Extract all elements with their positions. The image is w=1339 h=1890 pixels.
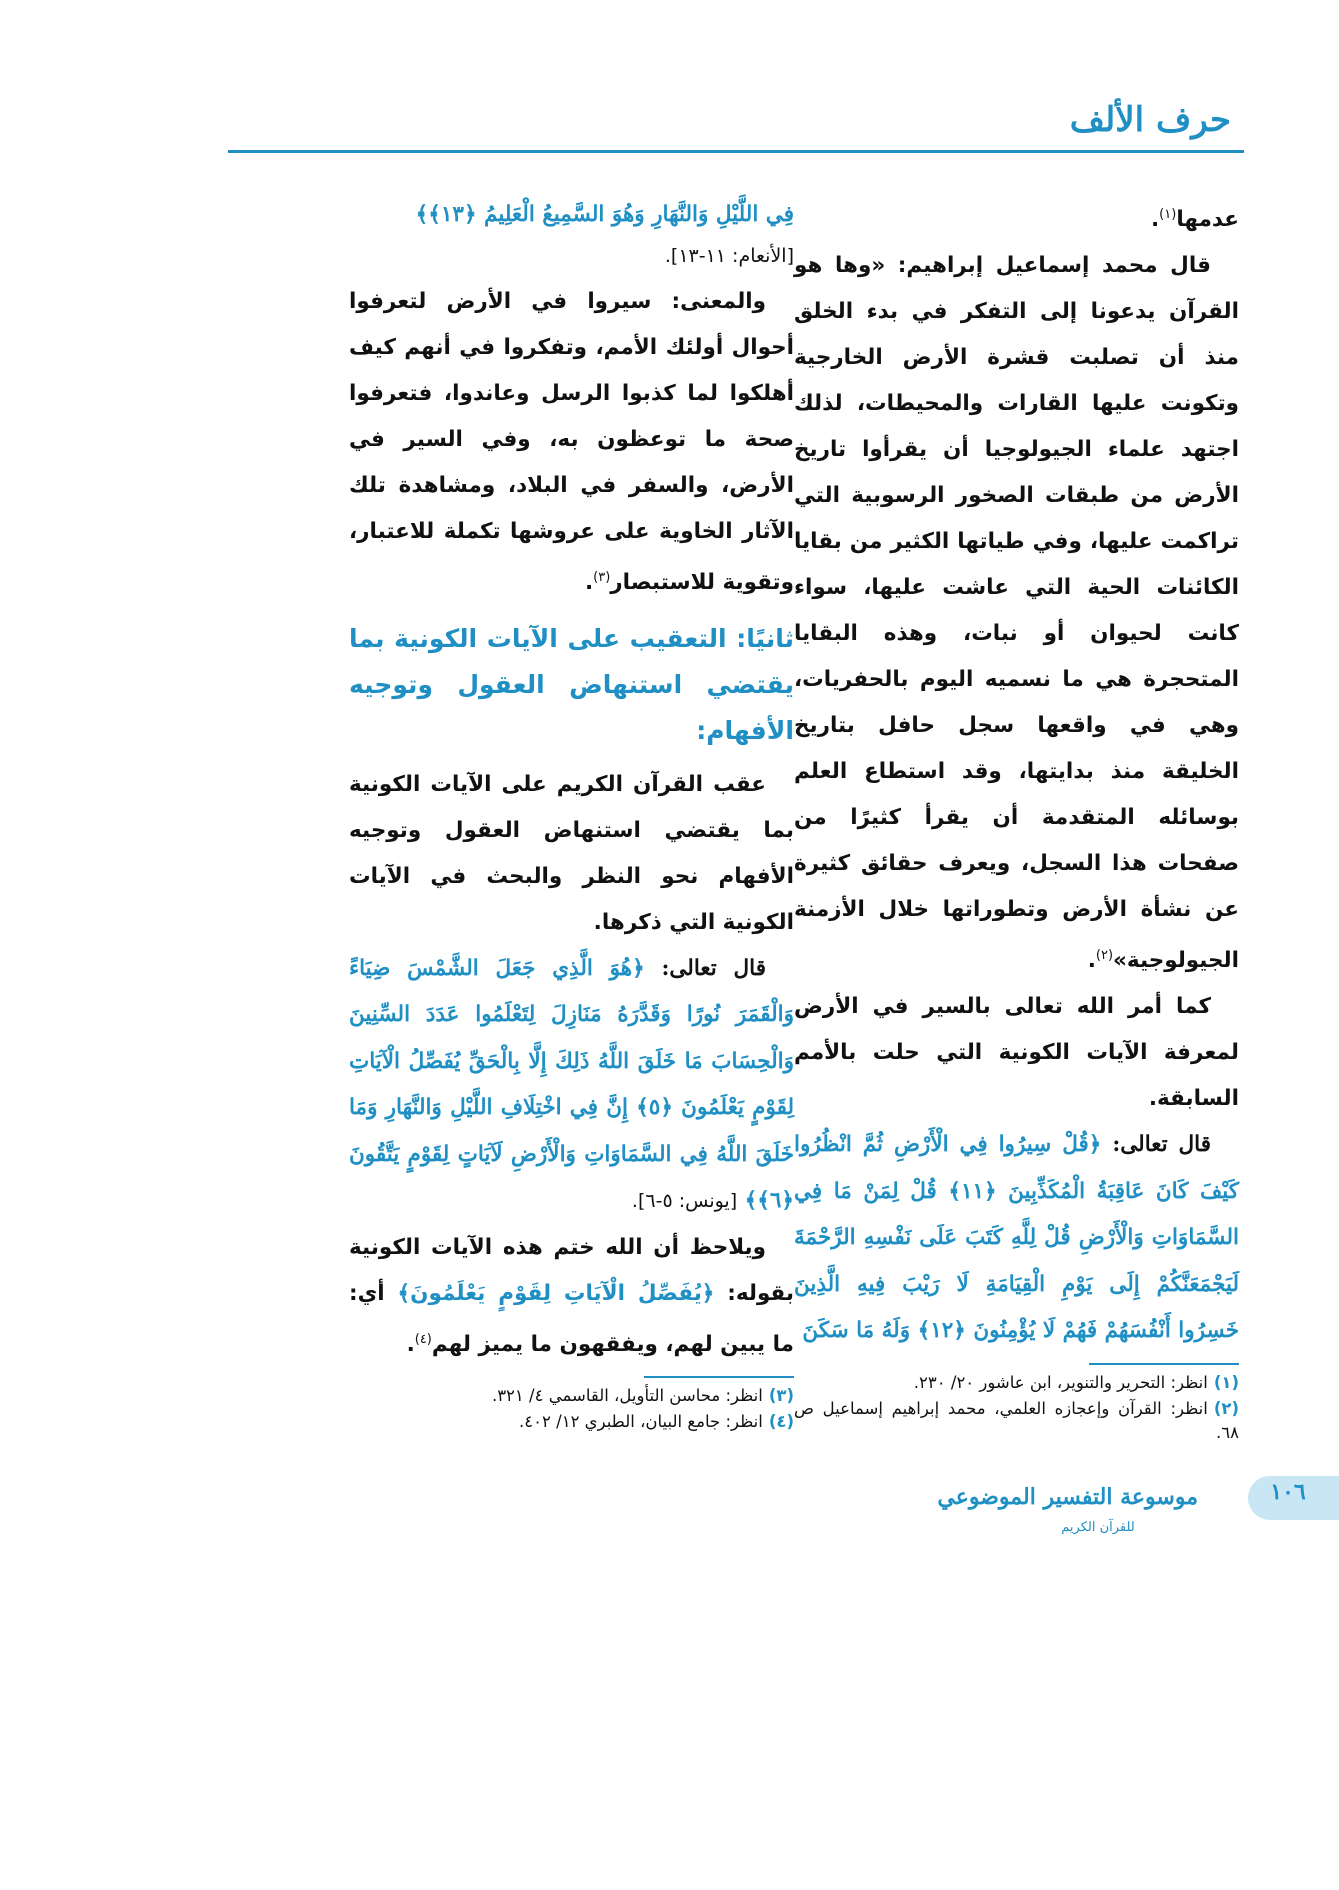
footnote-number: (٢) (1213, 1398, 1239, 1418)
paragraph-text: والمعنى: سيروا في الأرض لتعرفوا أحوال أولئك الأمم، وتفكروا في أنهم كيف أهلكوا لما كذبوا الرسل وعاندوا، فتعرفوا صحة ما توعظون به، وفي السير في الأرض، والسفر في البلاد، ومشاهدة تلك الآثار الخاوية على عروشها تكملة للاعتبار، وتقوية للاستبصار (349, 288, 794, 595)
paragraph-end: . (406, 1331, 415, 1357)
quran-verse: فِي اللَّيْلِ وَالنَّهَارِ وَهُوَ السَّمِيعُ الْعَلِيمُ ﴿١٣﴾﴾ (415, 202, 794, 227)
paragraph-end: . (1151, 207, 1160, 233)
section-heading: ثانيًا: التعقيب على الآيات الكونية بما يقتضي استنهاض العقول وتوجيه الأفهام: (349, 623, 794, 745)
footnote (349, 1384, 794, 1408)
paragraph-text: عدمها (1176, 207, 1239, 233)
footnote-rule (644, 1376, 794, 1378)
paragraph-text: أي: ما يبين لهم، ويفقهون ما يميز لهم (349, 1280, 794, 1357)
paragraph-end: . (584, 569, 594, 595)
page-header (228, 0, 1339, 160)
quran-verse: ﴿هُوَ الَّذِي جَعَلَ الشَّمْسَ ضِيَاءً وَالْقَمَرَ نُورًا وَقَدَّرَهُ مَنَازِلَ لِتَعْلَمُوا عَدَدَ السِّنِينَ وَالْحِسَابَ مَا خَلَقَ اللَّهُ ذَلِكَ إِلَّا بِالْحَقِّ يُفَصِّلُ الْآيَاتِ لِقَوْمٍ يَعْلَمُونَ ﴿٥﴾ إِنَّ فِي اخْتِلَافِ اللَّيْلِ وَالنَّهَارِ وَمَا خَلَقَ اللَّهُ فِي السَّمَاوَاتِ وَالْأَرْضِ لَآيَاتٍ لِقَوْمٍ يَتَّقُونَ ﴿٦﴾﴾ (349, 955, 795, 1214)
footnote-marker: (٤) (414, 1331, 432, 1347)
paragraph: كما أمر الله تعالى بالسير في الأرض لمعرفة الآيات الكونية التي حلت بالأمم السابقة. (794, 994, 1239, 1112)
quran-verse-block (794, 1122, 1239, 1355)
footnote (794, 1397, 1239, 1445)
footnote-text: انظر: القرآن وإعجازه العلمي، محمد إبراهيم إسماعيل ص ٦٨. (794, 1398, 1239, 1442)
verse-reference: [يونس: ٥-٦]. (631, 1190, 738, 1213)
paragraph (794, 192, 1239, 243)
paragraph (794, 243, 1239, 984)
paragraph-end: . (1087, 948, 1096, 974)
verse-reference: [الأنعام: ١١-١٣]. (664, 244, 794, 267)
footnote-marker: (٢) (1095, 948, 1114, 964)
footnote-rule (1089, 1363, 1239, 1365)
quran-verse-block (349, 946, 794, 1225)
quran-verse: ﴿قُلْ سِيرُوا فِي الْأَرْضِ ثُمَّ انْظُرُوا كَيْفَ كَانَ عَاقِبَةُ الْمُكَذِّبِينَ ﴿١١﴾ قُلْ لِمَنْ مَا فِي السَّمَاوَاتِ وَالْأَرْضِ قُلْ لِلَّهِ كَتَبَ عَلَى نَفْسِهِ الرَّحْمَةَ لَيَجْمَعَنَّكُمْ إِلَى يَوْمِ الْقِيَامَةِ لَا رَيْبَ فِيهِ الَّذِينَ خَسِرُوا أَنْفُسَهُمْ فَهُمْ لَا يُؤْمِنُونَ ﴿١٢﴾ وَلَهُ مَا سَكَنَ (794, 1132, 1239, 1344)
paragraph-text: ويلاحظ أن الله ختم هذه الآيات الكونية بقوله: (349, 1234, 794, 1306)
footnote (794, 1371, 1239, 1395)
footnotes (349, 1384, 794, 1434)
paragraph (349, 279, 794, 606)
footnote-text: انظر: التحرير والتنوير، ابن عاشور ٢٠/ ٢٣٠. (913, 1372, 1208, 1392)
chapter-title: حرف الألف (1069, 100, 1231, 140)
verse-intro: قال تعالى: (661, 955, 766, 981)
footnote-marker: (١) (1159, 207, 1177, 222)
quran-verse: ﴿يُفَصِّلُ الْآيَاتِ لِقَوْمٍ يَعْلَمُونَ﴾ (397, 1280, 715, 1306)
footnote-number: (٤) (768, 1411, 794, 1431)
footnote-marker: (٣) (593, 569, 611, 585)
paragraph-text: قال محمد إسماعيل إبراهيم: «وها هو القرآن يدعونا إلى التفكر في بدء الخلق منذ أن تصلبت قشرة الأرض الخارجية وتكونت عليها القارات والمحيطات، لذلك اجتهد علماء الجيولوجيا أن يقرأوا تاريخ الأرض من طبقات الصخور الرسوبية التي تراكمت عليها، وفي طياتها الكثير من بقايا الكائنات الحية التي عاشت عليها، سواء كانت لحيوان أو نبات، وهذه البقايا المتحجرة هي ما نسميه اليوم بالحفريات، وهي في واقعها سجل حافل بتاريخ الخليقة منذ بدايتها، وقد استطاع العلم بوسائله المتقدمة أن يقرأ كثيرًا من صفحات هذا السجل، ويعرف حقائق كثيرة عن نشأة الأرض وتطوراتها خلال الأزمنة الجيولوجية» (794, 253, 1239, 974)
paragraph: عقب القرآن الكريم على الآيات الكونية بما يقتضي استنهاض العقول وتوجيه الأفهام نحو النظر والبحث في الآيات الكونية التي ذكرها. (349, 771, 794, 935)
right-column (794, 192, 1239, 1447)
footnote-number: (١) (1213, 1372, 1239, 1392)
footnote-text: انظر: محاسن التأويل، القاسمي ٤/ ٣٢١. (491, 1385, 763, 1405)
left-column (349, 192, 794, 1436)
page-number: ١٠٦ (1270, 1479, 1306, 1505)
footnote-number: (٣) (768, 1385, 794, 1405)
verse-intro: قال تعالى: (1112, 1132, 1211, 1158)
paragraph (349, 1225, 794, 1368)
footnote-text: انظر: جامع البيان، الطبري ١٢/ ٤٠٢. (519, 1411, 763, 1431)
logo-title: موسوعة التفسير الموضوعي (937, 1484, 1198, 1510)
footnotes (794, 1371, 1239, 1445)
encyclopedia-logo (937, 1480, 1198, 1548)
logo-subtitle: للقرآن الكريم (1061, 1520, 1135, 1535)
footnote (349, 1410, 794, 1434)
header-rule (228, 150, 1244, 153)
